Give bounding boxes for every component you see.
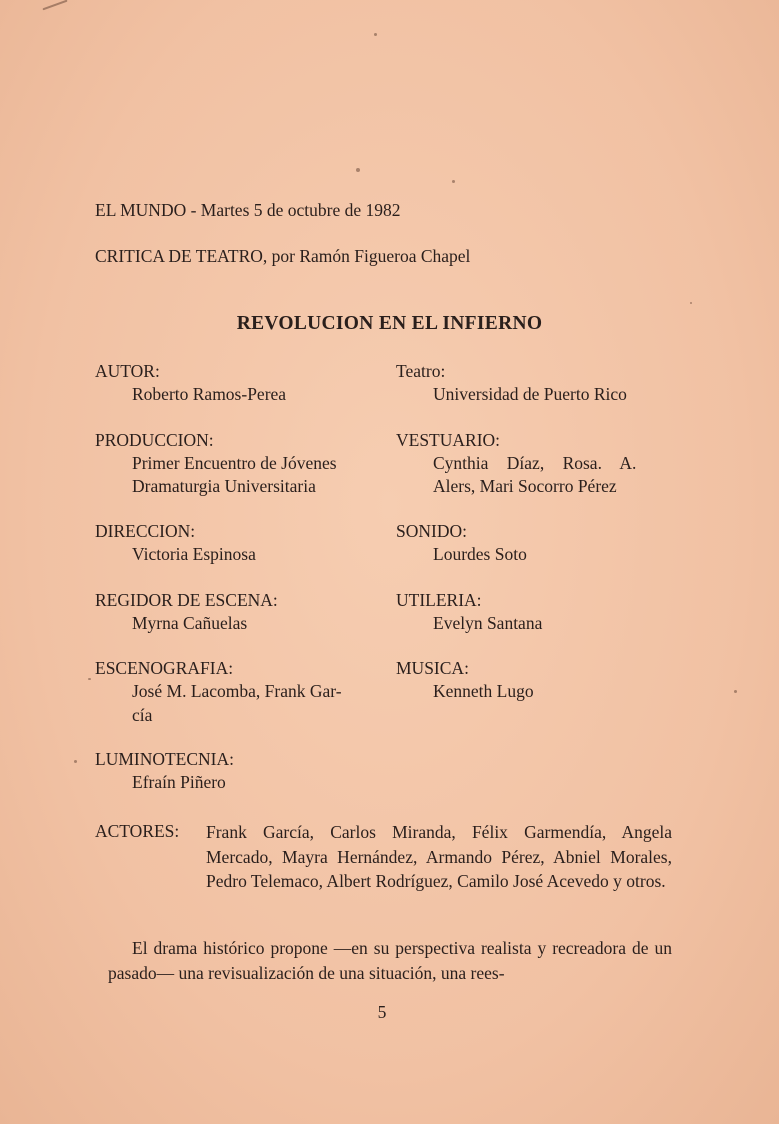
credit-label-theater: Teatro: — [396, 361, 446, 381]
credit-value-scenography-2: cía — [132, 705, 153, 725]
credit-label-author: AUTOR: — [95, 361, 160, 381]
credit-value-theater: Universidad de Puerto Rico — [433, 384, 627, 404]
credit-label-scenography: ESCENOGRAFIA: — [95, 658, 234, 678]
actors-label: ACTORES: — [95, 821, 180, 841]
credit-value-direction: Victoria Espinosa — [132, 544, 256, 564]
credit-label-production: PRODUCCION: — [95, 430, 214, 450]
paper-speck — [452, 180, 455, 183]
credit-value-costumes-2: Alers, Mari Socorro Pérez — [433, 476, 617, 496]
article-title: REVOLUCION EN EL INFIERNO — [236, 313, 543, 334]
newspaper-dateline: EL MUNDO - Martes 5 de octubre de 1982 — [95, 200, 401, 220]
credit-value-sound: Lourdes Soto — [433, 544, 527, 564]
page-number: 5 — [377, 1002, 387, 1022]
credit-value-production-2: Dramaturgia Universitaria — [132, 476, 316, 496]
paper-speck — [74, 760, 77, 763]
credit-label-props: UTILERIA: — [396, 590, 482, 610]
credit-value-author: Roberto Ramos-Perea — [132, 384, 287, 404]
paper-speck — [88, 678, 91, 680]
section-byline: CRITICA DE TEATRO, por Ramón Figueroa Chapel — [95, 246, 471, 266]
body-paragraph: El drama histórico propone —en su perspectiva realista y recreadora de un pasado— una revisualización de una situación, una rees- — [108, 938, 672, 983]
credit-value-stage-manager: Myrna Cañuelas — [132, 613, 248, 633]
credit-value-lighting: Efraín Piñero — [132, 772, 226, 792]
credit-value-costumes-1: Cynthia Díaz, Rosa. A. — [433, 453, 637, 473]
credit-value-scenography-1: José M. Lacomba, Frank Gar- — [132, 681, 342, 701]
paper-speck — [42, 0, 67, 10]
credit-label-lighting: LUMINOTECNIA: — [95, 749, 235, 769]
paper-speck — [374, 33, 377, 36]
credit-label-sound: SONIDO: — [396, 521, 467, 541]
paper-speck — [356, 168, 360, 172]
credit-label-stage-manager: REGIDOR DE ESCENA: — [95, 590, 278, 610]
paper-speck — [734, 690, 737, 693]
credit-value-production-1: Primer Encuentro de Jóvenes — [132, 453, 337, 473]
credit-label-direction: DIRECCION: — [95, 521, 196, 541]
credit-label-music: MUSICA: — [396, 658, 469, 678]
credit-value-music: Kenneth Lugo — [433, 681, 534, 701]
credit-value-props: Evelyn Santana — [433, 613, 543, 633]
credit-label-costumes: VESTUARIO: — [396, 430, 501, 450]
actors-list: Frank García, Carlos Miranda, Félix Garmendía, Angela Mercado, Mayra Hernández, Armando Pérez, Abniel Morales, Pedro Telemaco, Albert Rodríguez, Camilo José Acevedo y otros. — [206, 822, 672, 891]
paper-speck — [690, 302, 692, 304]
